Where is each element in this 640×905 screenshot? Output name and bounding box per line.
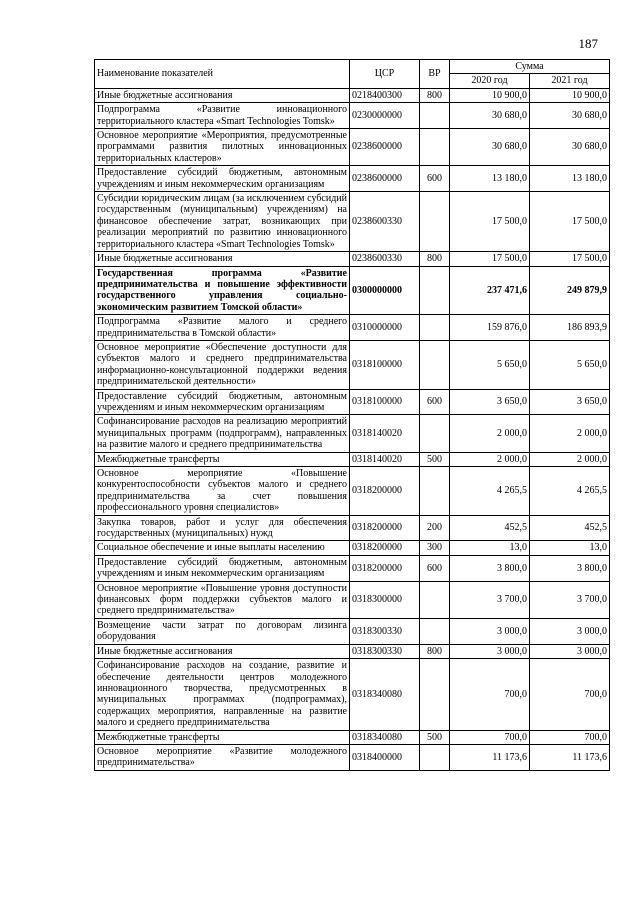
row-csr-cell: 0318200000 <box>350 555 420 581</box>
row-name-cell: Субсидии юридическим лицам (за исключением субсидий государственным (муниципальным) учреждениям) на финансовое обеспечение затрат, возникающих при реализации мероприятий по развитию инновационного территориального кластера «Smart Technologies Tomsk» <box>95 192 350 252</box>
row-name-cell: Возмещение части затрат по договорам лизинга оборудования <box>95 618 350 644</box>
row-sum-2020-cell: 237 471,6 <box>450 266 530 315</box>
budget-table <box>94 59 610 771</box>
row-sum-2021-cell: 3 700,0 <box>530 581 610 618</box>
row-csr-cell: 0318340080 <box>350 730 420 744</box>
row-csr-cell: 0318100000 <box>350 389 420 415</box>
row-name-cell: Закупка товаров, работ и услуг для обеспечения государственных (муниципальных) нужд <box>95 515 350 541</box>
row-csr-cell: 0238600000 <box>350 166 420 192</box>
row-vr-cell <box>420 266 450 315</box>
row-name-cell: Межбюджетные трансферты <box>95 452 350 466</box>
row-sum-2021-cell: 11 173,6 <box>530 744 610 770</box>
row-vr-cell: 600 <box>420 166 450 192</box>
row-sum-2020-cell: 700,0 <box>450 730 530 744</box>
row-sum-2021-cell: 5 650,0 <box>530 340 610 389</box>
row-vr-cell: 500 <box>420 730 450 744</box>
row-vr-cell <box>420 618 450 644</box>
row-name-cell: Подпрограмма «Развитие инновационного территориального кластера «Smart Technologies Tomsk» <box>95 103 350 129</box>
row-csr-cell: 0300000000 <box>350 266 420 315</box>
row-csr-cell: 0318140020 <box>350 415 420 452</box>
row-sum-2021-cell: 30 680,0 <box>530 103 610 129</box>
header-csr: ЦСР <box>350 60 420 89</box>
row-sum-2020-cell: 17 500,0 <box>450 252 530 266</box>
header-year-2021: 2021 год <box>530 74 610 88</box>
row-sum-2021-cell: 10 900,0 <box>530 88 610 102</box>
row-sum-2020-cell: 3 800,0 <box>450 555 530 581</box>
row-name-cell: Основное мероприятие «Мероприятия, предусмотренные программами развития пилотных инновационных территориальных кластеров» <box>95 129 350 166</box>
row-name-cell: Основное мероприятие «Развитие молодежного предпринимательства» <box>95 744 350 770</box>
row-csr-cell: 0238600330 <box>350 192 420 252</box>
row-sum-2020-cell: 13,0 <box>450 541 530 555</box>
row-sum-2020-cell: 3 650,0 <box>450 389 530 415</box>
header-year-2020: 2020 год <box>450 74 530 88</box>
row-csr-cell: 0318200000 <box>350 515 420 541</box>
row-name-cell: Иные бюджетные ассигнования <box>95 252 350 266</box>
row-sum-2021-cell: 249 879,9 <box>530 266 610 315</box>
row-sum-2020-cell: 2 000,0 <box>450 452 530 466</box>
row-vr-cell: 300 <box>420 541 450 555</box>
table-row <box>95 744 610 770</box>
row-csr-cell: 0238600330 <box>350 252 420 266</box>
row-vr-cell: 200 <box>420 515 450 541</box>
row-sum-2020-cell: 11 173,6 <box>450 744 530 770</box>
row-csr-cell: 0310000000 <box>350 315 420 341</box>
row-name-cell: Иные бюджетные ассигнования <box>95 644 350 658</box>
table-body <box>95 88 610 770</box>
table-row <box>95 129 610 166</box>
row-sum-2021-cell: 3 650,0 <box>530 389 610 415</box>
row-name-cell: Софинансирование расходов на реализацию мероприятий муниципальных программ (подпрограмм), направленных на развитие малого и среднего предпринимательства <box>95 415 350 452</box>
row-sum-2021-cell: 4 265,5 <box>530 467 610 516</box>
row-sum-2021-cell: 3 800,0 <box>530 555 610 581</box>
row-sum-2020-cell: 10 900,0 <box>450 88 530 102</box>
table-row <box>95 389 610 415</box>
row-sum-2020-cell: 3 000,0 <box>450 618 530 644</box>
table-row <box>95 541 610 555</box>
row-sum-2021-cell: 3 000,0 <box>530 618 610 644</box>
table-row <box>95 415 610 452</box>
table-row <box>95 266 610 315</box>
row-vr-cell <box>420 192 450 252</box>
row-sum-2021-cell: 30 680,0 <box>530 129 610 166</box>
table-row <box>95 515 610 541</box>
row-name-cell: Социальное обеспечение и иные выплаты населению <box>95 541 350 555</box>
table-row <box>95 252 610 266</box>
table-row <box>95 452 610 466</box>
row-csr-cell: 0218400300 <box>350 88 420 102</box>
table-row <box>95 88 610 102</box>
table-row <box>95 467 610 516</box>
row-name-cell: Основное мероприятие «Повышение уровня доступности финансовых форм поддержки субъектов малого и среднего предпринимательства» <box>95 581 350 618</box>
row-sum-2020-cell: 13 180,0 <box>450 166 530 192</box>
row-sum-2021-cell: 2 000,0 <box>530 415 610 452</box>
row-sum-2020-cell: 452,5 <box>450 515 530 541</box>
table-row <box>95 659 610 730</box>
row-vr-cell <box>420 744 450 770</box>
table-row <box>95 644 610 658</box>
row-sum-2020-cell: 3 000,0 <box>450 644 530 658</box>
row-sum-2020-cell: 3 700,0 <box>450 581 530 618</box>
row-sum-2020-cell: 30 680,0 <box>450 103 530 129</box>
table-row <box>95 555 610 581</box>
row-csr-cell: 0318300330 <box>350 618 420 644</box>
page-number: 187 <box>578 36 598 51</box>
table-row <box>95 315 610 341</box>
header-vr: ВР <box>420 60 450 89</box>
table-row <box>95 103 610 129</box>
row-csr-cell: 0318300330 <box>350 644 420 658</box>
row-csr-cell: 0318200000 <box>350 467 420 516</box>
row-vr-cell <box>420 581 450 618</box>
row-vr-cell <box>420 129 450 166</box>
row-name-cell: Предоставление субсидий бюджетным, автономным учреждениям и иным некоммерческим организациям <box>95 166 350 192</box>
row-name-cell: Основное мероприятие «Повышение конкурентоспособности субъектов малого и среднего предпринимательства за счет повышения профессионального уровня специалистов» <box>95 467 350 516</box>
table-row <box>95 340 610 389</box>
row-csr-cell: 0318140020 <box>350 452 420 466</box>
row-csr-cell: 0318340080 <box>350 659 420 730</box>
row-name-cell: Предоставление субсидий бюджетным, автономным учреждениям и иным некоммерческим организациям <box>95 555 350 581</box>
row-vr-cell <box>420 103 450 129</box>
row-name-cell: Иные бюджетные ассигнования <box>95 88 350 102</box>
row-sum-2020-cell: 30 680,0 <box>450 129 530 166</box>
row-sum-2021-cell: 186 893,9 <box>530 315 610 341</box>
row-vr-cell <box>420 340 450 389</box>
row-sum-2021-cell: 2 000,0 <box>530 452 610 466</box>
row-vr-cell <box>420 467 450 516</box>
row-vr-cell: 600 <box>420 389 450 415</box>
row-vr-cell: 800 <box>420 252 450 266</box>
row-name-cell: Софинансирование расходов на создание, развитие и обеспечение деятельности центров молодежного инновационного творчества, предусмотренных в муниципальных программах (подпрограммах), содержащих мероприятия, направленные на развитие малого и среднего предпринимательства <box>95 659 350 730</box>
table-row <box>95 192 610 252</box>
table-row <box>95 730 610 744</box>
row-sum-2020-cell: 5 650,0 <box>450 340 530 389</box>
row-csr-cell: 0318400000 <box>350 744 420 770</box>
header-row <box>95 60 610 74</box>
row-sum-2021-cell: 700,0 <box>530 730 610 744</box>
row-csr-cell: 0230000000 <box>350 103 420 129</box>
row-vr-cell <box>420 315 450 341</box>
header-sum: Сумма <box>450 60 610 74</box>
row-name-cell: Государственная программа «Развитие предпринимательства и повышение эффективности государственного управления социально-экономическим развитием Томской области» <box>95 266 350 315</box>
header-name: Наименование показателей <box>95 60 350 89</box>
row-sum-2021-cell: 3 000,0 <box>530 644 610 658</box>
row-sum-2021-cell: 452,5 <box>530 515 610 541</box>
table-row <box>95 166 610 192</box>
row-name-cell: Подпрограмма «Развитие малого и среднего предпринимательства в Томской области» <box>95 315 350 341</box>
row-sum-2020-cell: 17 500,0 <box>450 192 530 252</box>
row-sum-2020-cell: 4 265,5 <box>450 467 530 516</box>
row-csr-cell: 0318100000 <box>350 340 420 389</box>
row-sum-2021-cell: 17 500,0 <box>530 252 610 266</box>
row-vr-cell: 500 <box>420 452 450 466</box>
row-vr-cell: 800 <box>420 644 450 658</box>
row-name-cell: Основное мероприятие «Обеспечение доступности для субъектов малого и среднего предпринимательства информационно-консультационной поддержки ведения предпринимательской деятельности» <box>95 340 350 389</box>
row-vr-cell <box>420 659 450 730</box>
row-sum-2021-cell: 700,0 <box>530 659 610 730</box>
row-sum-2020-cell: 700,0 <box>450 659 530 730</box>
row-csr-cell: 0318300000 <box>350 581 420 618</box>
row-sum-2021-cell: 13,0 <box>530 541 610 555</box>
row-csr-cell: 0318200000 <box>350 541 420 555</box>
row-vr-cell: 800 <box>420 88 450 102</box>
table-row <box>95 618 610 644</box>
table-row <box>95 581 610 618</box>
row-sum-2020-cell: 159 876,0 <box>450 315 530 341</box>
row-vr-cell: 600 <box>420 555 450 581</box>
row-sum-2020-cell: 2 000,0 <box>450 415 530 452</box>
row-name-cell: Межбюджетные трансферты <box>95 730 350 744</box>
row-vr-cell <box>420 415 450 452</box>
row-sum-2021-cell: 17 500,0 <box>530 192 610 252</box>
row-csr-cell: 0238600000 <box>350 129 420 166</box>
row-name-cell: Предоставление субсидий бюджетным, автономным учреждениям и иным некоммерческим организациям <box>95 389 350 415</box>
row-sum-2021-cell: 13 180,0 <box>530 166 610 192</box>
